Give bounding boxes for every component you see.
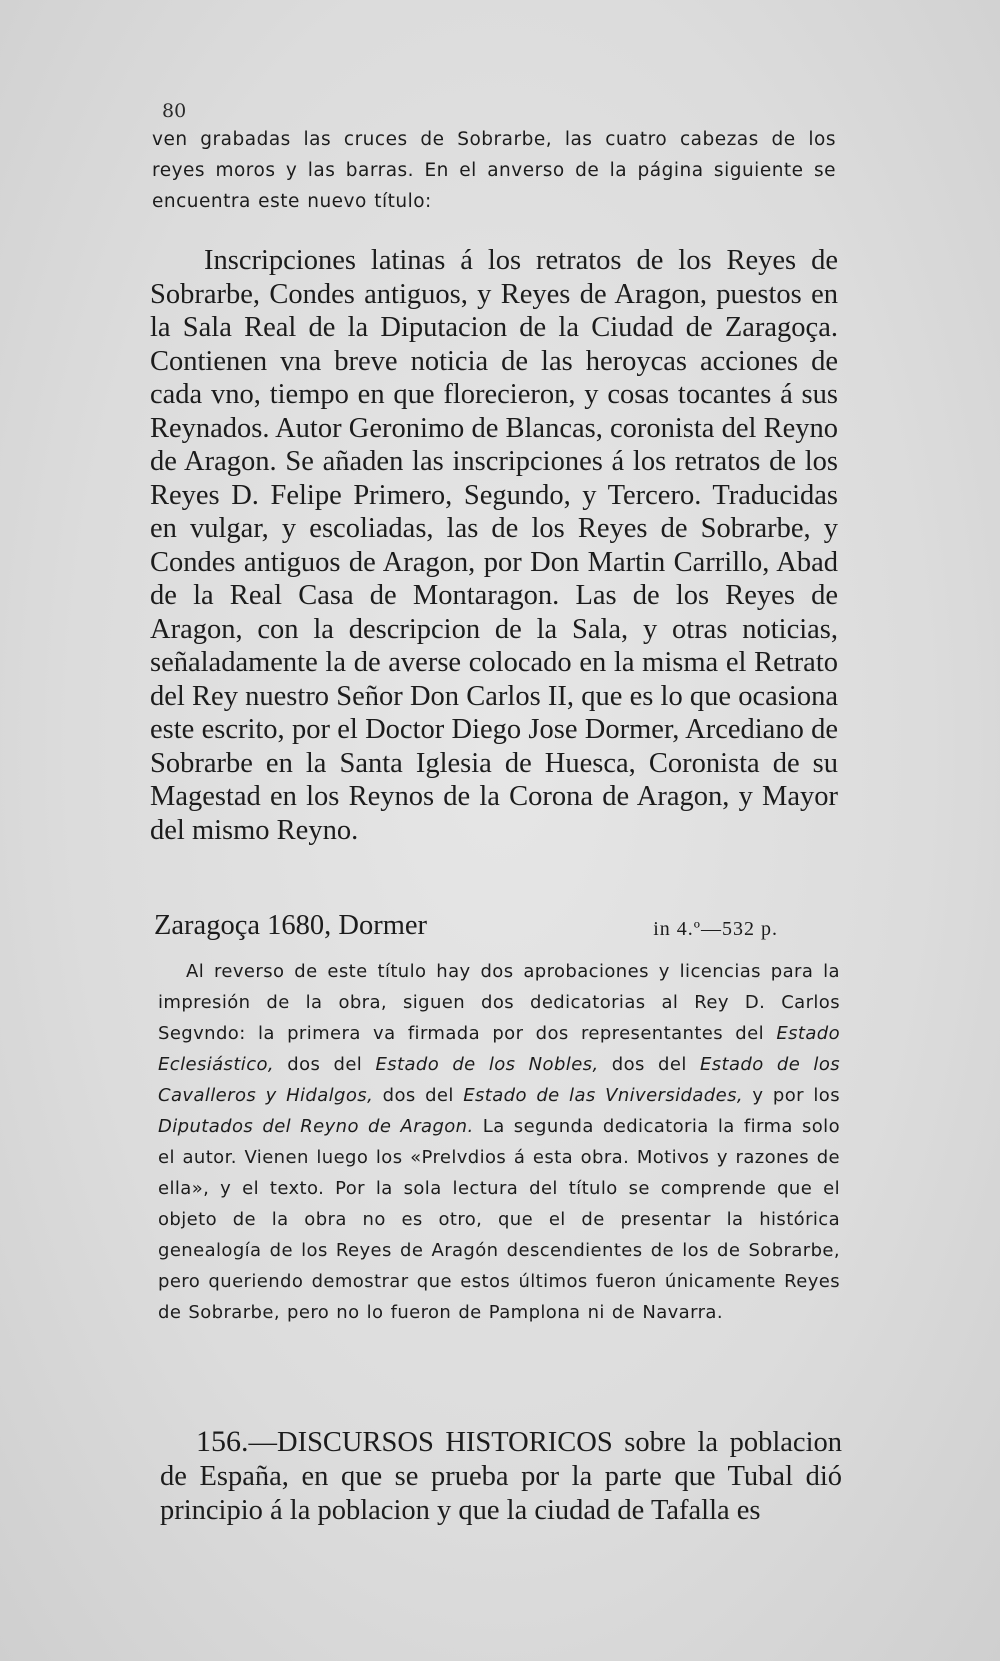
note-italic: Estado de las Vniversidades,: [463, 1085, 743, 1106]
note-italic: Estado de los Nobles,: [375, 1054, 599, 1075]
entry-text: —DISCURSOS HISTORICOS sobre la poblacion de España, en que se prueba por la parte que Tubal dió principio á la poblacion y que la ciudad de Tafalla es: [160, 1427, 842, 1526]
intro-paragraph: ven grabadas las cruces de Sobrarbe, las cuatro cabezas de los reyes moros y las barras. En el anverso de la página siguiente se encuentra este nuevo título:: [152, 129, 836, 212]
entry-number: 156.: [196, 1425, 249, 1458]
imprint-format: in 4.º—532 p.: [653, 918, 778, 940]
note-text: dos del: [373, 1085, 464, 1106]
note-italic: Estado de los Cavalleros y Hidalgos,: [158, 1054, 841, 1106]
note-text: y por los: [743, 1085, 840, 1106]
note-italic: Estado Eclesiástico,: [158, 1023, 840, 1075]
entry-paragraph: [160, 1425, 842, 1528]
note-text: La segunda dedicatoria la firma solo el autor. Vienen luego los «Prelvdios á esta obra. Motivos y razones de ella», y el texto. Por la sola lectura del título se comprende que el objeto de la obra no es otro, que el de presentar la histórica genealogía de los Reyes de Aragón descendientes de los de Sobrarbe, pero queriendo demostrar que estos últimos fueron únicamente Reyes de Sobrarbe, pero no lo fueron de Pamplona ni de Navarra.: [158, 1116, 840, 1323]
page-number: 80: [162, 100, 187, 122]
quoted-title-text: Inscripciones latinas á los retratos de los Reyes de Sobrarbe, Condes antiguos, y Reyes de Aragon, puestos en la Sala Real de la Diputacion de la Ciudad de Zaragoça. Contienen vna breve noticia de las heroycas acciones de cada vno, tiempo en que florecieron, y cosas tocantes á sus Reynados. Autor Geronimo de Blancas, coronista del Reyno de Aragon. Se añaden las inscripciones á los retratos de los Reyes D. Felipe Primero, Segundo, y Tercero. Traducidas en vulgar, y escoliadas, las de los Reyes de Sobrarbe, y Condes antiguos de Aragon, por Don Martin Carrillo, Abad de la Real Casa de Montaragon. Las de los Reyes de Aragon, con la descripcion de la Sala, y otras noticias, señaladamente la de averse colocado en la misma el Retrato del Rey nuestro Señor Don Carlos II, que es lo que ocasiona este escrito, por el Doctor Diego Jose Dormer, Arcediano de Sobrarbe en la Santa Iglesia de Huesca, Coronista de su Magestad en los Reynos de la Corona de Aragon, y Mayor del mismo Reyno.: [150, 245, 838, 846]
commentary-paragraph: [158, 956, 840, 1328]
imprint-line: [150, 910, 838, 946]
note-text: dos del: [274, 1054, 376, 1075]
quoted-title-block: [150, 244, 838, 847]
note-text: dos del: [598, 1054, 700, 1075]
catalog-entry: [160, 1425, 842, 1528]
note-text: Al reverso de este título hay dos aprobaciones y licencias para la impresión de la obra, siguen dos dedicatorias al Rey D. Carlos Segvndo: la primera va firmada por dos representantes del: [158, 961, 840, 1044]
imprint-place-date: Zaragoça 1680, Dormer: [154, 910, 428, 941]
commentary-note: [158, 956, 840, 1328]
note-italic: Diputados del Reyno de Aragon.: [158, 1116, 474, 1137]
